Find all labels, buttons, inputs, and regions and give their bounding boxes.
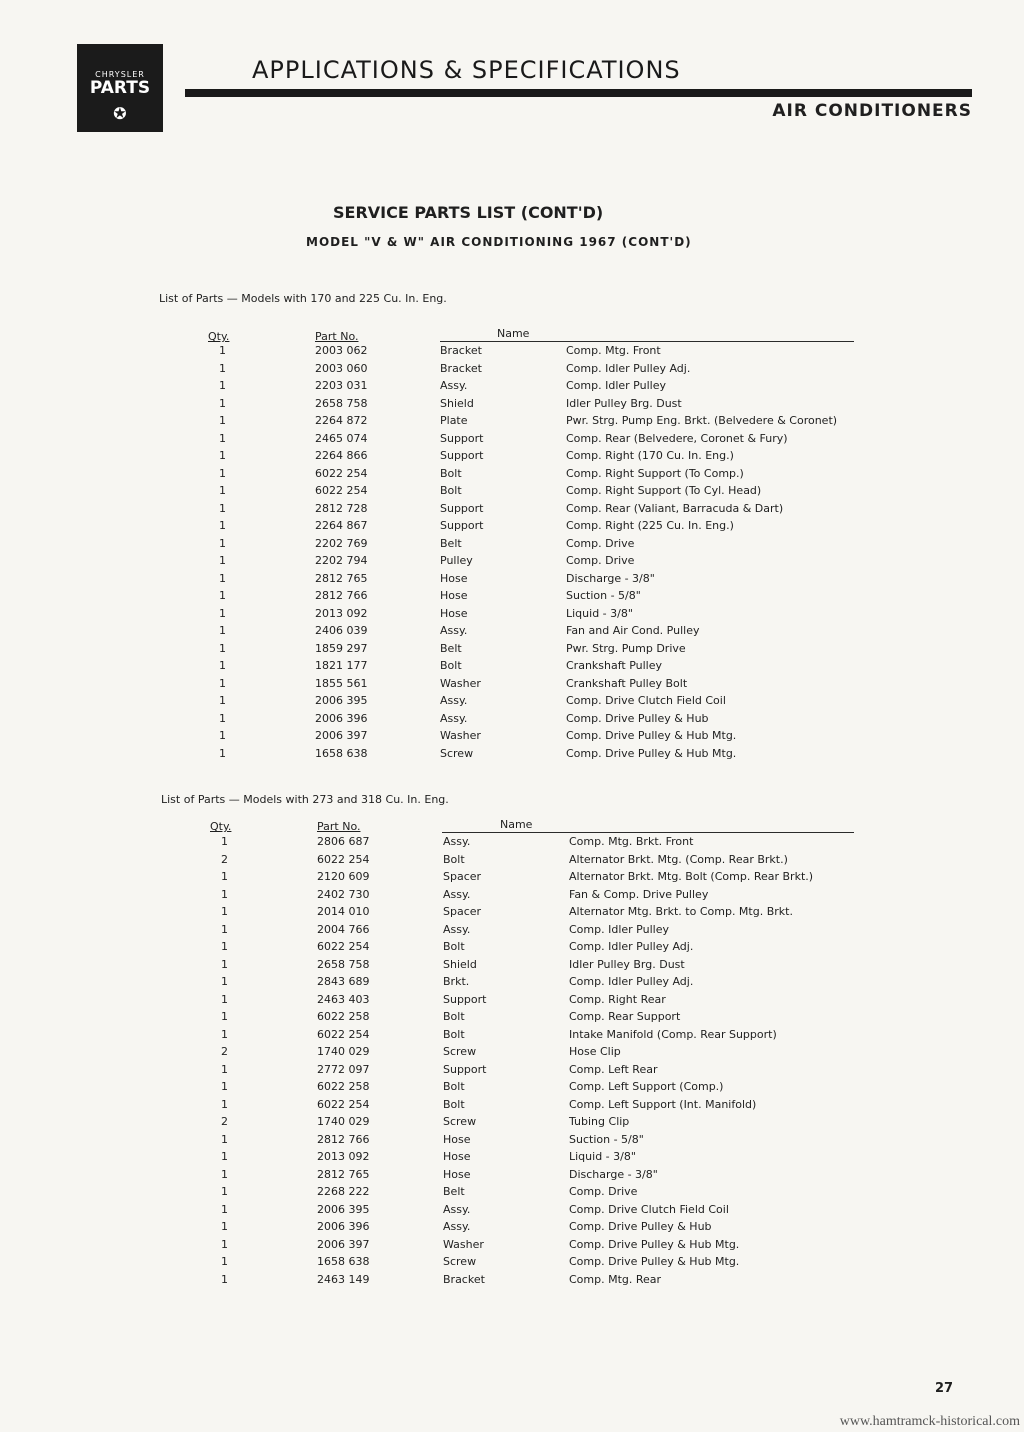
table-row: [0, 414, 1024, 432]
qty-cell: 1: [221, 835, 228, 848]
part-type-cell: Bolt: [443, 1097, 465, 1111]
qty-cell: 1: [221, 905, 228, 918]
part-name-cell: Discharge - 3/8": [569, 1167, 658, 1181]
table-row: [0, 379, 1024, 397]
part-name-cell: Discharge - 3/8": [566, 571, 655, 585]
table-row: [0, 537, 1024, 555]
part-number-cell: 2812 765: [315, 571, 368, 585]
header-subtitle: AIR CONDITIONERS: [772, 101, 972, 121]
qty-cell: 2: [221, 852, 228, 866]
qty-cell: 1: [219, 484, 226, 497]
table-row: [0, 659, 1024, 677]
table-row: [0, 572, 1024, 590]
qty-cell: 1: [219, 344, 226, 357]
part-name-cell: Comp. Idler Pulley: [566, 379, 666, 392]
part-type-cell: Support: [443, 992, 487, 1006]
qty-cell: 1: [221, 957, 228, 971]
part-number-cell: 6022 254: [317, 1027, 370, 1041]
part-name-cell: Comp. Left Rear: [569, 1062, 658, 1076]
table-row: [0, 729, 1024, 747]
qty-cell: 1: [219, 396, 226, 410]
table-row: [0, 1028, 1024, 1046]
part-number-cell: 2014 010: [317, 905, 370, 918]
table-row: [0, 484, 1024, 502]
part-name-cell: Fan & Comp. Drive Pulley: [569, 887, 709, 901]
table-row: [0, 589, 1024, 607]
part-number-cell: 2004 766: [317, 922, 370, 936]
table-row: [0, 502, 1024, 520]
table-row: [0, 940, 1024, 958]
part-number-cell: 2843 689: [317, 975, 370, 988]
qty-cell: 1: [221, 1237, 228, 1251]
part-type-cell: Support: [440, 501, 484, 515]
part-name-cell: Alternator Mtg. Brkt. to Comp. Mtg. Brkt.: [569, 905, 793, 918]
table-row: [0, 642, 1024, 660]
table-row: [0, 1080, 1024, 1098]
part-type-cell: Screw: [440, 746, 474, 760]
part-number-cell: 2658 758: [317, 957, 370, 971]
part-name-cell: Comp. Drive Clutch Field Coil: [569, 1202, 729, 1216]
part-name-cell: Pwr. Strg. Pump Eng. Brkt. (Belvedere & Coronet): [566, 414, 838, 427]
qty-cell: 1: [221, 1027, 228, 1041]
table-row: [0, 1185, 1024, 1203]
table-row: [0, 397, 1024, 415]
part-type-cell: Brkt.: [443, 975, 470, 988]
part-name-cell: Liquid - 3/8": [566, 606, 633, 620]
part-type-cell: Bolt: [440, 484, 462, 497]
qty-cell: 1: [219, 571, 226, 585]
qty-cell: 1: [219, 554, 226, 567]
part-type-cell: Assy.: [440, 624, 468, 637]
document-title: SERVICE PARTS LIST (CONT'D): [333, 203, 604, 222]
qty-cell: 1: [221, 940, 228, 953]
part-type-cell: Belt: [440, 536, 462, 550]
part-name-cell: Comp. Drive: [566, 554, 635, 567]
section1-header-rule: [440, 341, 854, 342]
part-number-cell: 2463 149: [317, 1272, 370, 1286]
part-number-cell: 1821 177: [315, 659, 368, 672]
part-type-cell: Assy.: [443, 835, 471, 848]
part-name-cell: Idler Pulley Brg. Dust: [569, 957, 685, 971]
part-name-cell: Comp. Drive: [569, 1185, 638, 1198]
table-row: [0, 1098, 1024, 1116]
watermark-url: www.hamtramck-historical.com: [839, 1414, 1020, 1429]
part-type-cell: Plate: [440, 414, 468, 427]
part-name-cell: Comp. Rear Support: [569, 1010, 681, 1023]
qty-cell: 1: [219, 729, 226, 742]
part-name-cell: Comp. Drive Pulley & Hub Mtg.: [566, 729, 737, 742]
part-name-cell: Comp. Drive Pulley & Hub: [569, 1220, 712, 1233]
qty-cell: 1: [219, 606, 226, 620]
part-type-cell: Assy.: [443, 1220, 471, 1233]
table-row: [0, 1220, 1024, 1238]
part-number-cell: 6022 254: [315, 484, 368, 497]
part-number-cell: 2406 039: [315, 624, 368, 637]
qty-cell: 1: [221, 1255, 228, 1268]
table-row: [0, 677, 1024, 695]
table-row: [0, 888, 1024, 906]
part-name-cell: Suction - 5/8": [569, 1132, 644, 1146]
part-type-cell: Support: [443, 1062, 487, 1076]
qty-cell: 2: [221, 1045, 228, 1058]
part-number-cell: 2463 403: [317, 992, 370, 1006]
qty-cell: 1: [219, 694, 226, 707]
table-row: [0, 923, 1024, 941]
part-type-cell: Shield: [440, 396, 474, 410]
qty-cell: 1: [219, 431, 226, 445]
part-name-cell: Comp. Idler Pulley: [569, 922, 669, 936]
part-number-cell: 2812 728: [315, 501, 368, 515]
part-number-cell: 2268 222: [317, 1185, 370, 1198]
qty-cell: 1: [219, 624, 226, 637]
part-name-cell: Tubing Clip: [569, 1115, 630, 1128]
part-name-cell: Comp. Drive Clutch Field Coil: [566, 694, 726, 707]
table-row: [0, 432, 1024, 450]
part-type-cell: Hose: [440, 589, 468, 602]
table-row: [0, 624, 1024, 642]
qty-cell: 1: [221, 1010, 228, 1023]
table-row: [0, 1133, 1024, 1151]
section2-partno-header: Part No.: [317, 820, 361, 833]
chrysler-parts-logo: [77, 44, 163, 132]
part-number-cell: 2003 060: [315, 361, 368, 375]
part-name-cell: Comp. Right Support (To Cyl. Head): [566, 484, 762, 497]
part-type-cell: Hose: [440, 606, 468, 620]
part-number-cell: 2013 092: [317, 1150, 370, 1163]
qty-cell: 1: [221, 1080, 228, 1093]
table-row: [0, 870, 1024, 888]
qty-cell: 1: [219, 414, 226, 427]
part-number-cell: 6022 254: [317, 852, 370, 866]
table-row: [0, 694, 1024, 712]
section2-qty-header: Qty.: [210, 820, 232, 833]
qty-cell: 1: [221, 1150, 228, 1163]
table-row: [0, 362, 1024, 380]
logo-brand: CHRYSLER: [95, 70, 145, 79]
part-type-cell: Hose: [443, 1150, 471, 1163]
part-name-cell: Comp. Drive Pulley & Hub: [566, 711, 709, 725]
part-number-cell: 1740 029: [317, 1115, 370, 1128]
section2-name-header: Name: [500, 818, 533, 831]
part-name-cell: Suction - 5/8": [566, 589, 641, 602]
part-name-cell: Crankshaft Pulley Bolt: [566, 676, 688, 690]
part-number-cell: 2006 395: [317, 1202, 370, 1216]
part-number-cell: 2812 766: [317, 1132, 370, 1146]
qty-cell: 1: [219, 379, 226, 392]
part-number-cell: 2006 397: [315, 729, 368, 742]
part-number-cell: 2658 758: [315, 396, 368, 410]
section2-label: List of Parts — Models with 273 and 318 Cu. In. Eng.: [161, 793, 449, 806]
qty-cell: 1: [219, 589, 226, 602]
part-type-cell: Screw: [443, 1045, 477, 1058]
part-name-cell: Comp. Drive Pulley & Hub Mtg.: [569, 1255, 740, 1268]
part-number-cell: 2402 730: [317, 887, 370, 901]
part-name-cell: Comp. Right (225 Cu. In. Eng.): [566, 519, 734, 532]
qty-cell: 1: [219, 449, 226, 462]
section2-table: [0, 835, 1024, 1290]
table-row: [0, 1203, 1024, 1221]
table-row: [0, 1273, 1024, 1291]
qty-cell: 1: [219, 519, 226, 532]
section1-label: List of Parts — Models with 170 and 225 Cu. In. Eng.: [159, 292, 447, 305]
logo-parts: PARTS: [89, 78, 151, 98]
document-subtitle: MODEL "V & W" AIR CONDITIONING 1967 (CONT'D): [306, 235, 692, 249]
part-name-cell: Comp. Right (170 Cu. In. Eng.): [566, 449, 734, 462]
part-number-cell: 2264 872: [315, 414, 368, 427]
qty-cell: 1: [221, 922, 228, 936]
table-row: [0, 1238, 1024, 1256]
table-row: [0, 958, 1024, 976]
part-type-cell: Pulley: [440, 554, 473, 567]
part-type-cell: Bolt: [443, 1010, 465, 1023]
header-title: APPLICATIONS & SPECIFICATIONS: [252, 56, 681, 84]
part-number-cell: 6022 254: [315, 466, 368, 480]
part-number-cell: 6022 254: [317, 1097, 370, 1111]
qty-cell: 1: [219, 466, 226, 480]
part-number-cell: 2006 397: [317, 1237, 370, 1251]
part-name-cell: Liquid - 3/8": [569, 1150, 636, 1163]
part-type-cell: Hose: [443, 1167, 471, 1181]
part-type-cell: Shield: [443, 957, 477, 971]
qty-cell: 1: [221, 887, 228, 901]
part-number-cell: 2264 867: [315, 519, 368, 532]
part-number-cell: 1855 561: [315, 676, 368, 690]
part-number-cell: 6022 258: [317, 1010, 370, 1023]
part-name-cell: Intake Manifold (Comp. Rear Support): [569, 1027, 777, 1041]
table-row: [0, 554, 1024, 572]
qty-cell: 1: [219, 659, 226, 672]
part-number-cell: 2203 031: [315, 379, 368, 392]
part-name-cell: Comp. Idler Pulley Adj.: [569, 940, 694, 953]
part-type-cell: Support: [440, 431, 484, 445]
table-row: [0, 835, 1024, 853]
part-name-cell: Crankshaft Pulley: [566, 659, 663, 672]
part-type-cell: Belt: [440, 641, 462, 655]
part-name-cell: Comp. Rear (Valiant, Barracuda & Dart): [566, 501, 784, 515]
table-row: [0, 747, 1024, 765]
table-row: [0, 853, 1024, 871]
table-row: [0, 905, 1024, 923]
table-row: [0, 1255, 1024, 1273]
part-name-cell: Comp. Mtg. Brkt. Front: [569, 835, 694, 848]
part-name-cell: Comp. Idler Pulley Adj.: [566, 361, 691, 375]
part-name-cell: Pwr. Strg. Pump Drive: [566, 641, 686, 655]
qty-cell: 1: [221, 1272, 228, 1286]
part-type-cell: Support: [440, 519, 484, 532]
part-number-cell: 1658 638: [317, 1255, 370, 1268]
table-row: [0, 449, 1024, 467]
qty-cell: 1: [219, 501, 226, 515]
qty-cell: 1: [219, 361, 226, 375]
part-name-cell: Alternator Brkt. Mtg. (Comp. Rear Brkt.): [569, 852, 788, 866]
part-name-cell: Comp. Mtg. Front: [566, 344, 661, 357]
qty-cell: 1: [219, 711, 226, 725]
part-type-cell: Washer: [440, 729, 481, 742]
table-row: [0, 712, 1024, 730]
qty-cell: 1: [219, 746, 226, 760]
table-row: [0, 1045, 1024, 1063]
part-type-cell: Belt: [443, 1185, 465, 1198]
part-name-cell: Comp. Right Support (To Comp.): [566, 466, 744, 480]
part-type-cell: Bracket: [440, 361, 482, 375]
part-name-cell: Comp. Right Rear: [569, 992, 666, 1006]
section1-qty-header: Qty.: [208, 330, 230, 343]
part-number-cell: 2465 074: [315, 431, 368, 445]
part-name-cell: Comp. Drive Pulley & Hub Mtg.: [569, 1237, 740, 1251]
part-type-cell: Bolt: [440, 659, 462, 672]
part-name-cell: Hose Clip: [569, 1045, 621, 1058]
part-type-cell: Spacer: [443, 905, 482, 918]
part-number-cell: 2006 395: [315, 694, 368, 707]
part-number-cell: 2202 794: [315, 554, 368, 567]
table-row: [0, 993, 1024, 1011]
page-number: 27: [935, 1381, 954, 1396]
part-name-cell: Comp. Left Support (Comp.): [569, 1080, 724, 1093]
part-number-cell: 2003 062: [315, 344, 368, 357]
pentastar-icon: ✪: [113, 104, 127, 123]
part-number-cell: 1859 297: [315, 641, 368, 655]
section1-name-header: Name: [497, 327, 530, 340]
part-name-cell: Comp. Rear (Belvedere, Coronet & Fury): [566, 431, 788, 445]
table-row: [0, 1063, 1024, 1081]
table-row: [0, 344, 1024, 362]
part-name-cell: Comp. Drive Pulley & Hub Mtg.: [566, 746, 737, 760]
part-type-cell: Support: [440, 449, 484, 462]
section1-partno-header: Part No.: [315, 330, 359, 343]
part-name-cell: Comp. Left Support (Int. Manifold): [569, 1097, 757, 1111]
part-name-cell: Comp. Drive: [566, 536, 635, 550]
qty-cell: 1: [219, 536, 226, 550]
part-name-cell: Fan and Air Cond. Pulley: [566, 624, 700, 637]
part-type-cell: Screw: [443, 1255, 477, 1268]
part-name-cell: Comp. Idler Pulley Adj.: [569, 975, 694, 988]
qty-cell: 1: [221, 1185, 228, 1198]
part-type-cell: Washer: [440, 676, 481, 690]
qty-cell: 1: [221, 1097, 228, 1111]
qty-cell: 1: [221, 1202, 228, 1216]
part-type-cell: Hose: [440, 571, 468, 585]
qty-cell: 1: [219, 676, 226, 690]
part-type-cell: Bolt: [443, 852, 465, 866]
qty-cell: 1: [221, 1220, 228, 1233]
qty-cell: 1: [221, 1132, 228, 1146]
part-number-cell: 2812 765: [317, 1167, 370, 1181]
section2-header-rule: [442, 832, 854, 833]
part-name-cell: Comp. Mtg. Rear: [569, 1272, 662, 1286]
part-number-cell: 6022 258: [317, 1080, 370, 1093]
part-type-cell: Bracket: [440, 344, 482, 357]
table-row: [0, 467, 1024, 485]
part-type-cell: Assy.: [443, 1202, 471, 1216]
qty-cell: 1: [221, 870, 228, 883]
part-number-cell: 2806 687: [317, 835, 370, 848]
part-type-cell: Assy.: [443, 887, 471, 901]
table-row: [0, 607, 1024, 625]
part-type-cell: Bolt: [443, 1027, 465, 1041]
qty-cell: 1: [221, 1167, 228, 1181]
qty-cell: 2: [221, 1115, 228, 1128]
table-row: [0, 1115, 1024, 1133]
part-type-cell: Bolt: [443, 1080, 465, 1093]
part-type-cell: Bracket: [443, 1272, 485, 1286]
part-number-cell: 1658 638: [315, 746, 368, 760]
table-row: [0, 975, 1024, 993]
table-row: [0, 1010, 1024, 1028]
qty-cell: 1: [221, 1062, 228, 1076]
part-type-cell: Assy.: [443, 922, 471, 936]
qty-cell: 1: [219, 641, 226, 655]
part-number-cell: 2006 396: [317, 1220, 370, 1233]
part-number-cell: 2120 609: [317, 870, 370, 883]
qty-cell: 1: [221, 992, 228, 1006]
part-number-cell: 2202 769: [315, 536, 368, 550]
part-type-cell: Screw: [443, 1115, 477, 1128]
header-rule: [185, 89, 972, 97]
qty-cell: 1: [221, 975, 228, 988]
part-type-cell: Assy.: [440, 379, 468, 392]
part-type-cell: Assy.: [440, 694, 468, 707]
part-name-cell: Alternator Brkt. Mtg. Bolt (Comp. Rear Brkt.): [569, 870, 814, 883]
part-name-cell: Idler Pulley Brg. Dust: [566, 396, 682, 410]
table-row: [0, 519, 1024, 537]
part-type-cell: Bolt: [443, 940, 465, 953]
table-row: [0, 1150, 1024, 1168]
part-number-cell: 2006 396: [315, 711, 368, 725]
part-type-cell: Assy.: [440, 711, 468, 725]
part-type-cell: Hose: [443, 1132, 471, 1146]
part-number-cell: 1740 029: [317, 1045, 370, 1058]
part-number-cell: 2264 866: [315, 449, 368, 462]
part-number-cell: 2772 097: [317, 1062, 370, 1076]
part-type-cell: Washer: [443, 1237, 484, 1251]
part-type-cell: Bolt: [440, 466, 462, 480]
part-number-cell: 6022 254: [317, 940, 370, 953]
table-row: [0, 1168, 1024, 1186]
section1-table: [0, 344, 1024, 764]
part-number-cell: 2812 766: [315, 589, 368, 602]
part-number-cell: 2013 092: [315, 606, 368, 620]
part-type-cell: Spacer: [443, 870, 482, 883]
